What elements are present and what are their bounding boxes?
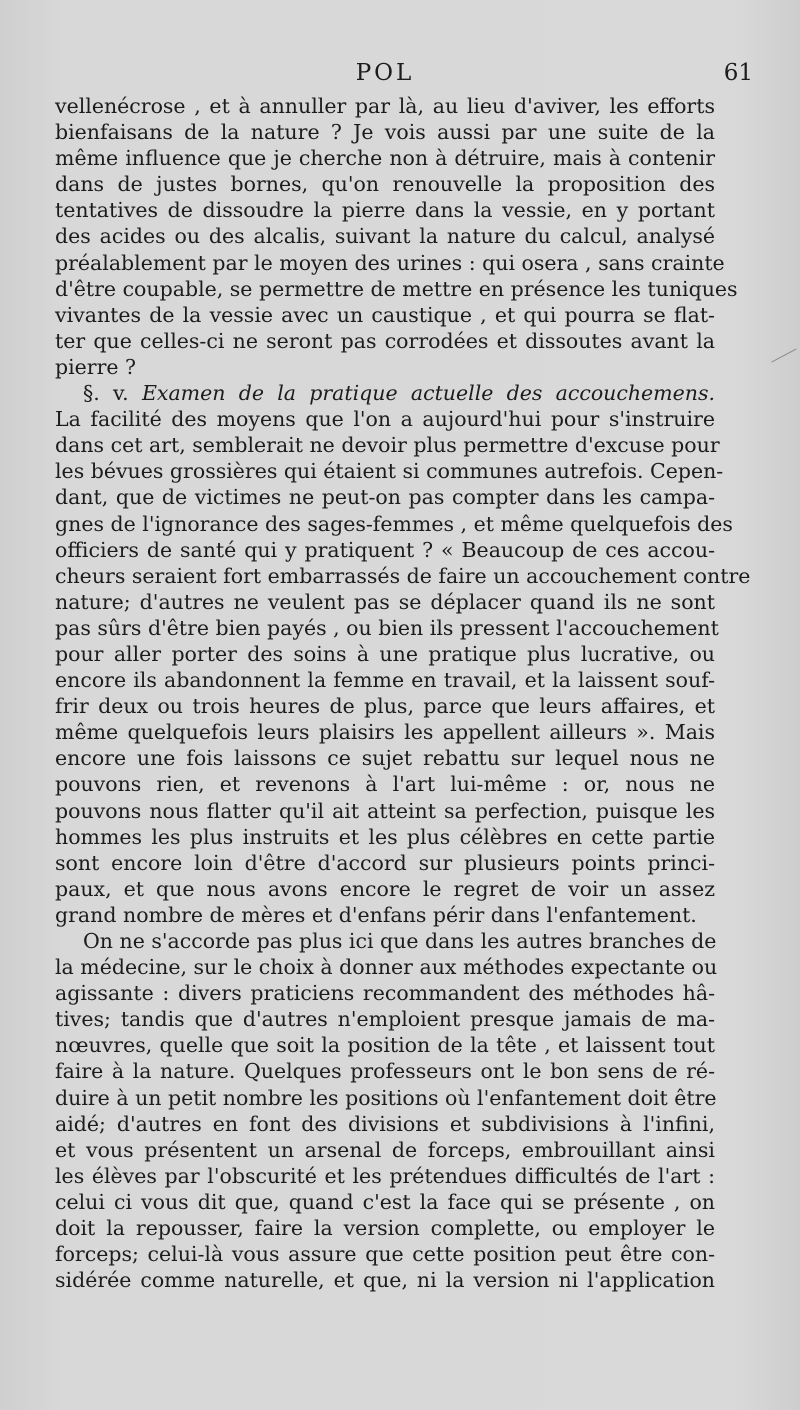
text-line: pour aller porter des soins à une pratique plus lucrative, ou: [55, 641, 715, 666]
text-line: faire à la nature. Quelques professeurs ont le bon sens de ré-: [55, 1059, 715, 1084]
text-line: d'être coupable, se permettre de mettre en présence les tuniques: [55, 276, 738, 301]
section-number: §. v.: [83, 381, 129, 406]
text-line: pas sûrs d'être bien payés , ou bien ils pressent l'accouchement: [55, 615, 719, 640]
text-line: dant, que de victimes ne peut-on pas compter dans les campa-: [55, 485, 715, 510]
text-line: aidé; d'autres en font des divisions et subdivisions à l'infini,: [55, 1111, 715, 1136]
section-title: Examen de la pratique actuelle des accouchemens.: [141, 381, 715, 406]
text-line: pierre ?: [55, 354, 137, 379]
text-line: et vous présentent un arsenal de forceps, embrouillant ainsi: [55, 1137, 715, 1162]
text-line: nature; d'autres ne veulent pas se déplacer quand ils ne sont: [55, 589, 715, 614]
text-line: tentatives de dissoudre la pierre dans la vessie, en y portant: [55, 198, 715, 223]
text-line: les bévues grossières qui étaient si communes autrefois. Cepen-: [55, 459, 724, 484]
text-line: La facilité des moyens que l'on a aujourd'hui pour s'instruire: [55, 407, 715, 432]
text-line: la médecine, sur le choix à donner aux méthodes expectante ou: [55, 955, 718, 980]
text-line: officiers de santé qui y pratiquent ? « Beaucoup de ces accou-: [55, 537, 715, 562]
text-line: gnes de l'ignorance des sages-femmes , et même quelquefois des: [55, 511, 733, 536]
text-line: pouvons rien, et revenons à l'art lui-même : or, nous ne: [55, 772, 715, 797]
text-line: sidérée comme naturelle, et que, ni la version ni l'application: [55, 1268, 715, 1293]
text-line: dans cet art, semblerait ne devoir plus permettre d'excuse pour: [55, 433, 720, 458]
body-text: [55, 93, 751, 1293]
text-line: préalablement par le moyen des urines : qui osera , sans crainte: [55, 250, 725, 275]
text-line: grand nombre de mères et d'enfans périr dans l'enfantement.: [55, 902, 697, 927]
text-line: paux, et que nous avons encore le regret de voir un assez: [55, 876, 715, 901]
text-line: doit la repousser, faire la version complette, ou employer le: [55, 1216, 715, 1241]
text-line: tives; tandis que d'autres n'emploient presque jamais de ma-: [55, 1007, 715, 1032]
text-line: bienfaisans de la nature ? Je vois aussi par une suite de la: [55, 120, 715, 145]
text-line: des acides ou des alcalis, suivant la nature du calcul, analysé: [55, 224, 715, 249]
text-line: duire à un petit nombre les positions où l'enfantement doit être: [55, 1085, 717, 1110]
text-line: forceps; celui-là vous assure que cette position peut être con-: [55, 1242, 715, 1267]
text-line: les élèves par l'obscurité et les prétendues difficultés de l'art :: [55, 1163, 715, 1188]
text-line: vivantes de la vessie avec un caustique , et qui pourra se flat-: [55, 302, 715, 327]
margin-pencil-mark: [771, 348, 796, 362]
text-line: encore une fois laissons ce sujet rebattu sur lequel nous ne: [55, 746, 715, 771]
text-line: cheurs seraient fort embarrassés de faire un accouchement contre: [55, 563, 751, 588]
text-line: pouvons nous flatter qu'il ait atteint sa perfection, puisque les: [55, 798, 715, 823]
text-line: agissante : divers praticiens recommandent des méthodes hâ-: [55, 981, 715, 1006]
text-line: vellenécrose , et à annuller par là, au lieu d'aviver, les efforts: [55, 94, 715, 118]
text-line: sont encore loin d'être d'accord sur plusieurs points princi-: [55, 850, 715, 875]
running-head-title: POL: [355, 60, 415, 86]
page-number: 61: [723, 60, 753, 86]
text-line: hommes les plus instruits et les plus célèbres en cette partie: [55, 824, 715, 849]
text-line: frir deux ou trois heures de plus, parce que leurs affaires, et: [55, 694, 715, 719]
text-line: ter que celles-ci ne seront pas corrodées et dissoutes avant la: [55, 328, 715, 353]
running-head: [55, 60, 753, 90]
text-line: dans de justes bornes, qu'on renouvelle la proposition des: [55, 172, 715, 197]
text-line: celui ci vous dit que, quand c'est la face qui se présente , on: [55, 1189, 715, 1214]
text-line: nœuvres, quelle que soit la position de la tête , et laissent tout: [55, 1033, 715, 1058]
text-line: même influence que je cherche non à détruire, mais à contenir: [55, 146, 715, 171]
section-heading: [55, 380, 715, 406]
text-line: On ne s'accorde pas plus ici que dans les autres branches de: [83, 929, 717, 953]
text-line: encore ils abandonnent la femme en travail, et la laissent souf-: [55, 668, 715, 693]
text-line: même quelquefois leurs plaisirs les appellent ailleurs ». Mais: [55, 720, 715, 745]
